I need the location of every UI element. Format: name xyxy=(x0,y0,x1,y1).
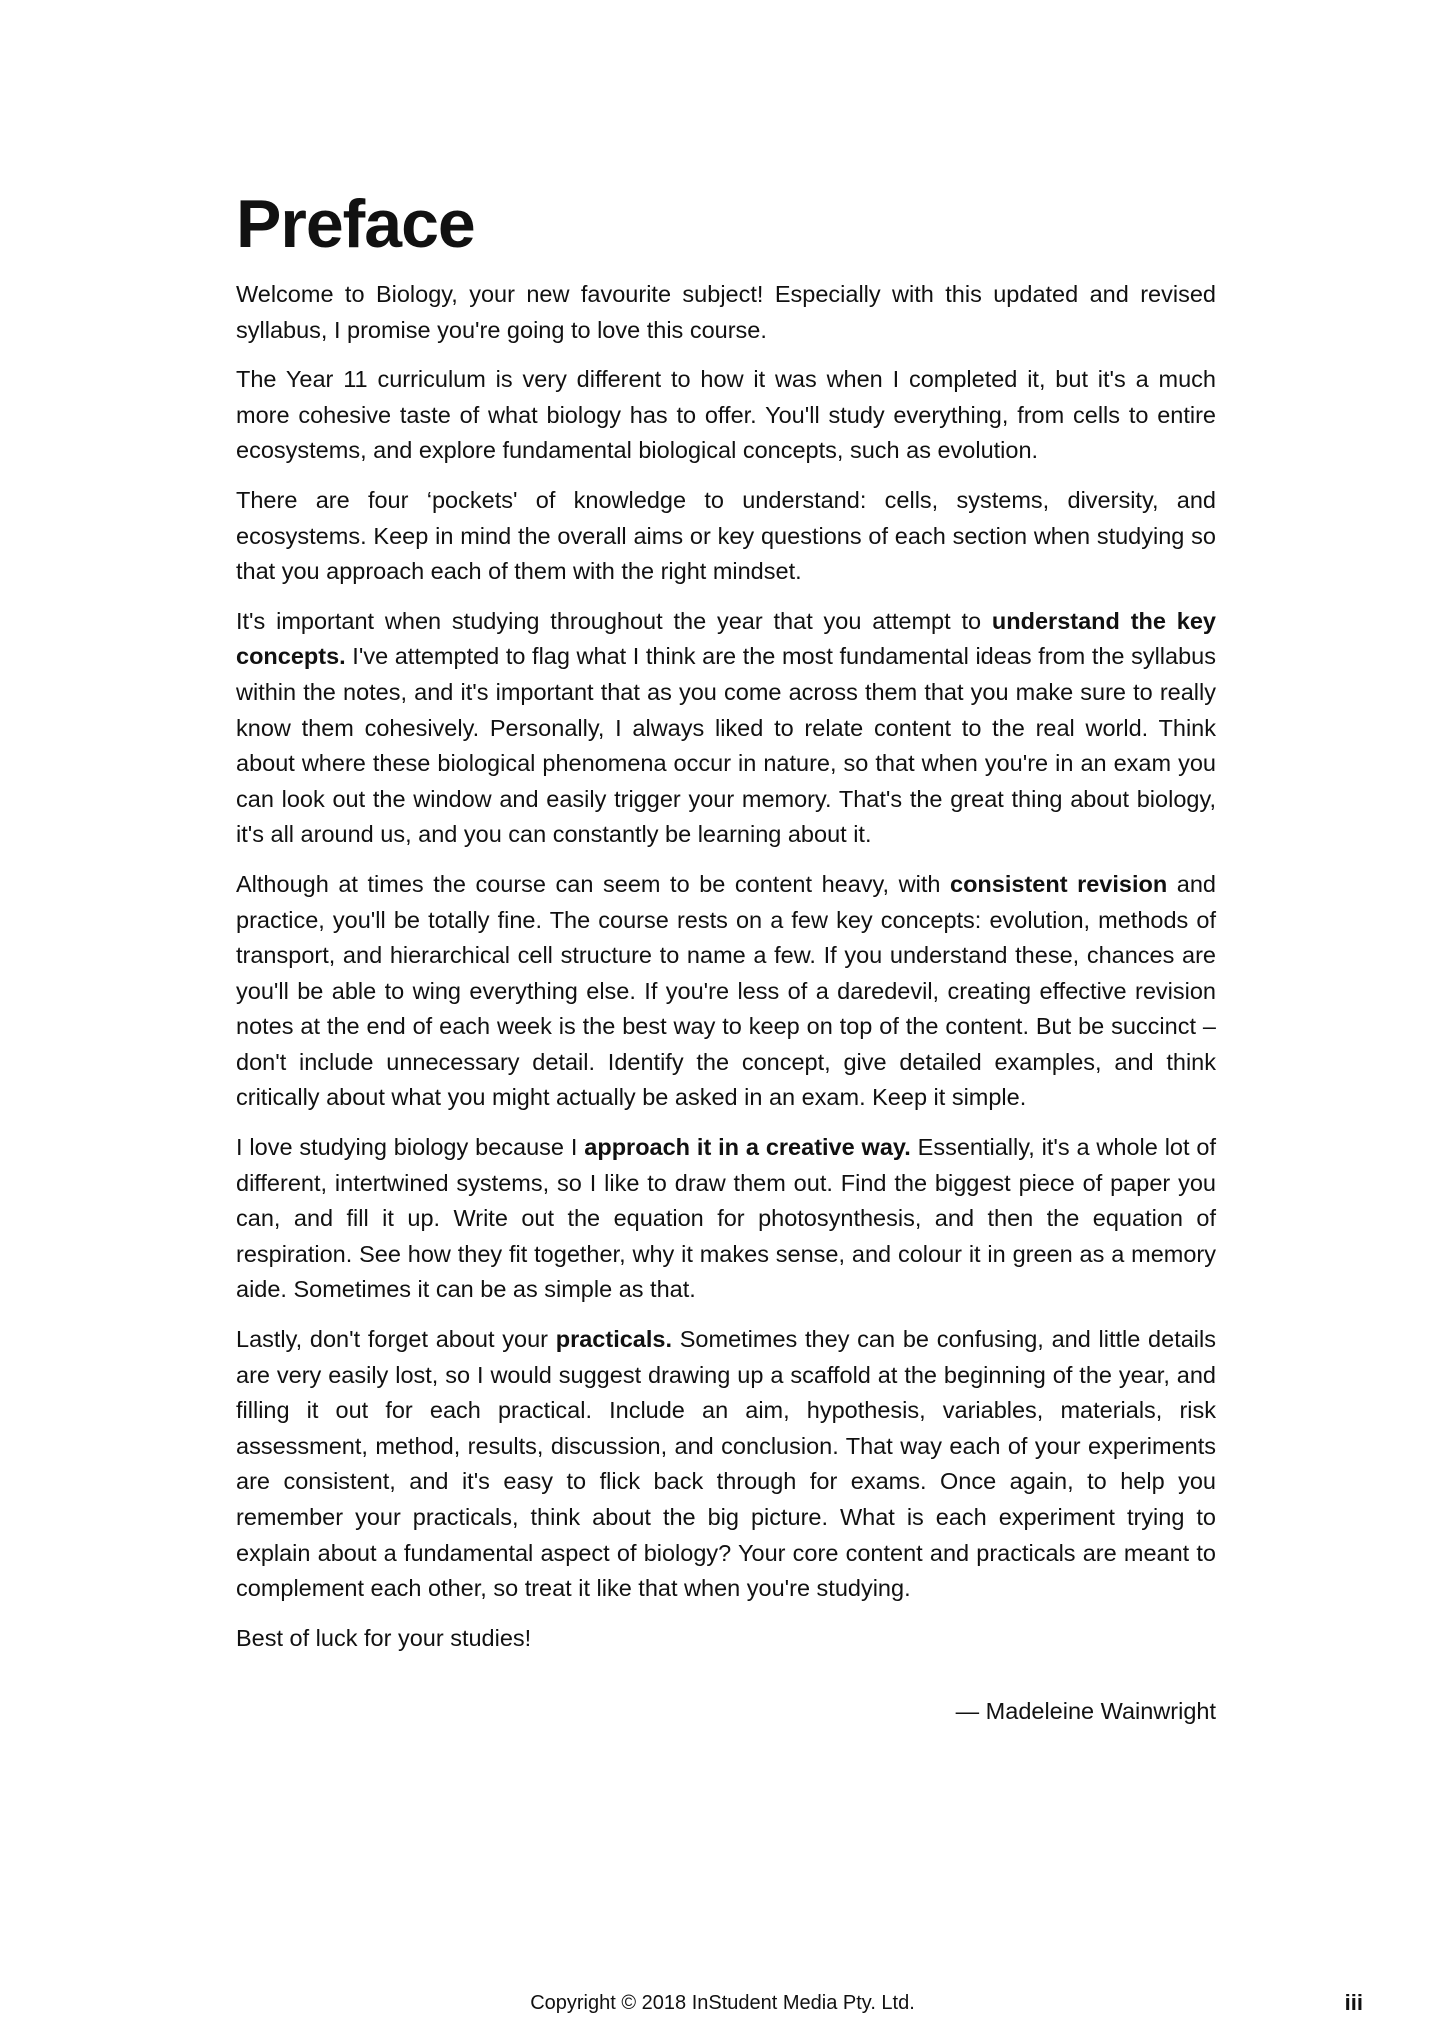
page-content xyxy=(236,185,1216,1730)
page-title: Preface xyxy=(236,186,475,262)
paragraph-text: I've attempted to flag what I think are the most fundamental ideas from the syllabus within the notes, and it's important that as you come across them that you make sure to really know them cohesively. Personally, I always liked to relate content to the real world. Think about where these biological phenomena occur in nature, so that when you're in an exam you can look out the window and easily trigger your memory. That's the great thing about biology, it's all around us, and you can constantly be learning about it. xyxy=(236,643,1216,848)
paragraph-text: Welcome to Biology, your new favourite subject! Especially with this updated and revised syllabus, I promise you're going to love this course. xyxy=(236,281,1216,343)
body-paragraph xyxy=(236,277,1216,348)
paragraph-text: I love studying biology because I xyxy=(236,1134,585,1161)
body-paragraph xyxy=(236,867,1216,1116)
author-signature: — Madeleine Wainwright xyxy=(955,1698,1216,1725)
paragraph-text: and practice, you'll be totally fine. The course rests on a few key concepts: evolution, methods of transport, and hierarchical cell structure to name a few. If you understand these, chances are you'll be able to wing everything else. If you're less of a daredevil, creating effective revision notes at the end of each week is the best way to keep on top of the content. But be succinct – don't include unnecessary detail. Identify the concept, give detailed examples, and think critically about what you might actually be asked in an exam. Keep it simple. xyxy=(236,870,1216,1111)
body-paragraph xyxy=(236,1130,1216,1308)
paragraphs-container xyxy=(236,277,1216,1656)
body-paragraph xyxy=(236,604,1216,853)
paragraph-text: Best of luck for your studies! xyxy=(236,1624,532,1651)
paragraph-text: There are four ‘pockets' of knowledge to understand: cells, systems, diversity, and ecosystems. Keep in mind the overall aims or key questions of each section when studying so that you approach each of them with the right mindset. xyxy=(236,486,1216,585)
paragraph-text: Essentially, it's a whole lot of different, intertwined systems, so I like to draw them out. Find the biggest piece of paper you can, and fill it up. Write out the equation for photosynthesis, and then the equation of respiration. See how they fit together, why it makes sense, and colour it in green as a memory aide. Sometimes it can be as simple as that. xyxy=(236,1134,1216,1303)
paragraph-text: It's important when studying throughout the year that you attempt to xyxy=(236,607,992,634)
body-paragraph xyxy=(236,483,1216,590)
paragraph-text: Sometimes they can be confusing, and little details are very easily lost, so I would suggest drawing up a scaffold at the beginning of the year, and filling it out for each practical. Include an aim, hypothesis, variables, materials, risk assessment, method, results, discussion, and conclusion. That way each of your experiments are consistent, and it's easy to flick back through for exams. Once again, to help you remember your practicals, think about the big picture. What is each experiment trying to explain about a fundamental aspect of biology? Your core content and practicals are meant to complement each other, so treat it like that when you're studying. xyxy=(236,1326,1216,1602)
body-paragraph xyxy=(236,1621,1216,1657)
emphasis-text: approach it in a creative way. xyxy=(584,1134,911,1161)
paragraph-text: Lastly, don't forget about your xyxy=(236,1326,556,1353)
body-paragraph xyxy=(236,362,1216,469)
paragraph-text: The Year 11 curriculum is very different to how it was when I completed it, but it's a much more cohesive taste of what biology has to offer. You'll study everything, from cells to entire ecosystems, and explore fundamental biological concepts, such as evolution. xyxy=(236,366,1216,464)
page-number: iii xyxy=(1344,1990,1363,2015)
body-paragraph xyxy=(236,1322,1216,1607)
emphasis-text: consistent revision xyxy=(950,870,1168,897)
emphasis-text: practicals. xyxy=(555,1326,672,1353)
copyright-footer: Copyright © 2018 InStudent Media Pty. Ltd. xyxy=(530,1992,915,2014)
emphasis-text: understand the key concepts. xyxy=(236,607,1216,670)
paragraph-text: Although at times the course can seem to be content heavy, with xyxy=(236,870,950,897)
